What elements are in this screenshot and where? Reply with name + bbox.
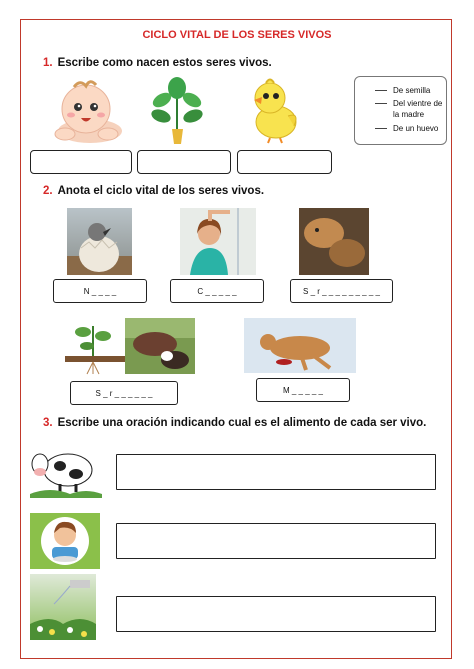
boy-eating-photo <box>30 513 100 569</box>
sentence-box-plant[interactable] <box>116 596 436 632</box>
fallen-deer-photo <box>244 318 356 373</box>
fallen-deer-illustration <box>244 318 356 373</box>
watering-plants-photo <box>30 574 96 640</box>
question-2-text: Anota el ciclo vital de los seres vivos. <box>57 185 265 197</box>
legend-item-label: De un huevo <box>393 124 439 133</box>
dog-nursing-illustration <box>299 208 369 275</box>
girl-growing-illustration <box>180 208 256 275</box>
question-1-number: 1. <box>43 57 53 69</box>
question-1-text: Escribe como nacen estos seres vivos. <box>57 57 272 69</box>
answer-box-born[interactable]: N _ _ _ _ <box>53 279 147 303</box>
cow-calf-photo <box>125 318 195 374</box>
worksheet-title: CICLO VITAL DE LOS SERES VIVOS <box>142 29 332 41</box>
cow-eating-image <box>30 442 102 498</box>
answer-box-plant[interactable] <box>137 150 231 174</box>
answer-options-legend <box>354 76 447 145</box>
answer-box-grow[interactable]: C _ _ _ _ _ <box>170 279 264 303</box>
hatching-egg-illustration <box>67 208 132 275</box>
plant-image <box>150 76 205 148</box>
question-3-number: 3. <box>43 417 53 429</box>
question-1 <box>43 57 272 69</box>
chick-image <box>246 78 304 144</box>
sentence-box-cow[interactable] <box>116 454 436 490</box>
question-2-number: 2. <box>43 185 53 197</box>
answer-box-reproduce-2[interactable]: S _ r _ _ _ _ _ _ <box>70 381 178 405</box>
legend-item <box>375 98 445 120</box>
legend-dash <box>375 90 387 96</box>
question-3-text: Escribe una oración indicando cual es el alimento de cada ser vivo. <box>57 417 427 429</box>
legend-item-label: Del vientre de la madre <box>393 99 443 119</box>
answer-box-chick[interactable] <box>237 150 332 174</box>
answer-box-reproduce-1[interactable]: S _ r _ _ _ _ _ _ _ _ _ <box>290 279 393 303</box>
dog-nursing-photo <box>299 208 369 275</box>
girl-growing-photo <box>180 208 256 275</box>
question-2 <box>43 185 264 197</box>
seedling-illustration <box>65 316 125 376</box>
cow-calf-illustration <box>125 318 195 374</box>
legend-item <box>375 85 445 96</box>
seedling-photo <box>65 316 125 376</box>
baby-image <box>50 76 125 146</box>
sentence-box-boy[interactable] <box>116 523 436 559</box>
question-3 <box>43 417 426 429</box>
legend-item <box>375 123 445 134</box>
boy-eating-illustration <box>30 513 100 569</box>
legend-dash <box>375 128 387 134</box>
watering-plants-illustration <box>30 574 96 640</box>
legend-dash <box>375 103 387 120</box>
answer-box-baby[interactable] <box>30 150 132 174</box>
legend-item-label: De semilla <box>393 86 431 95</box>
hatching-egg-photo <box>67 208 132 275</box>
answer-box-die[interactable]: M _ _ _ _ _ <box>256 378 350 402</box>
